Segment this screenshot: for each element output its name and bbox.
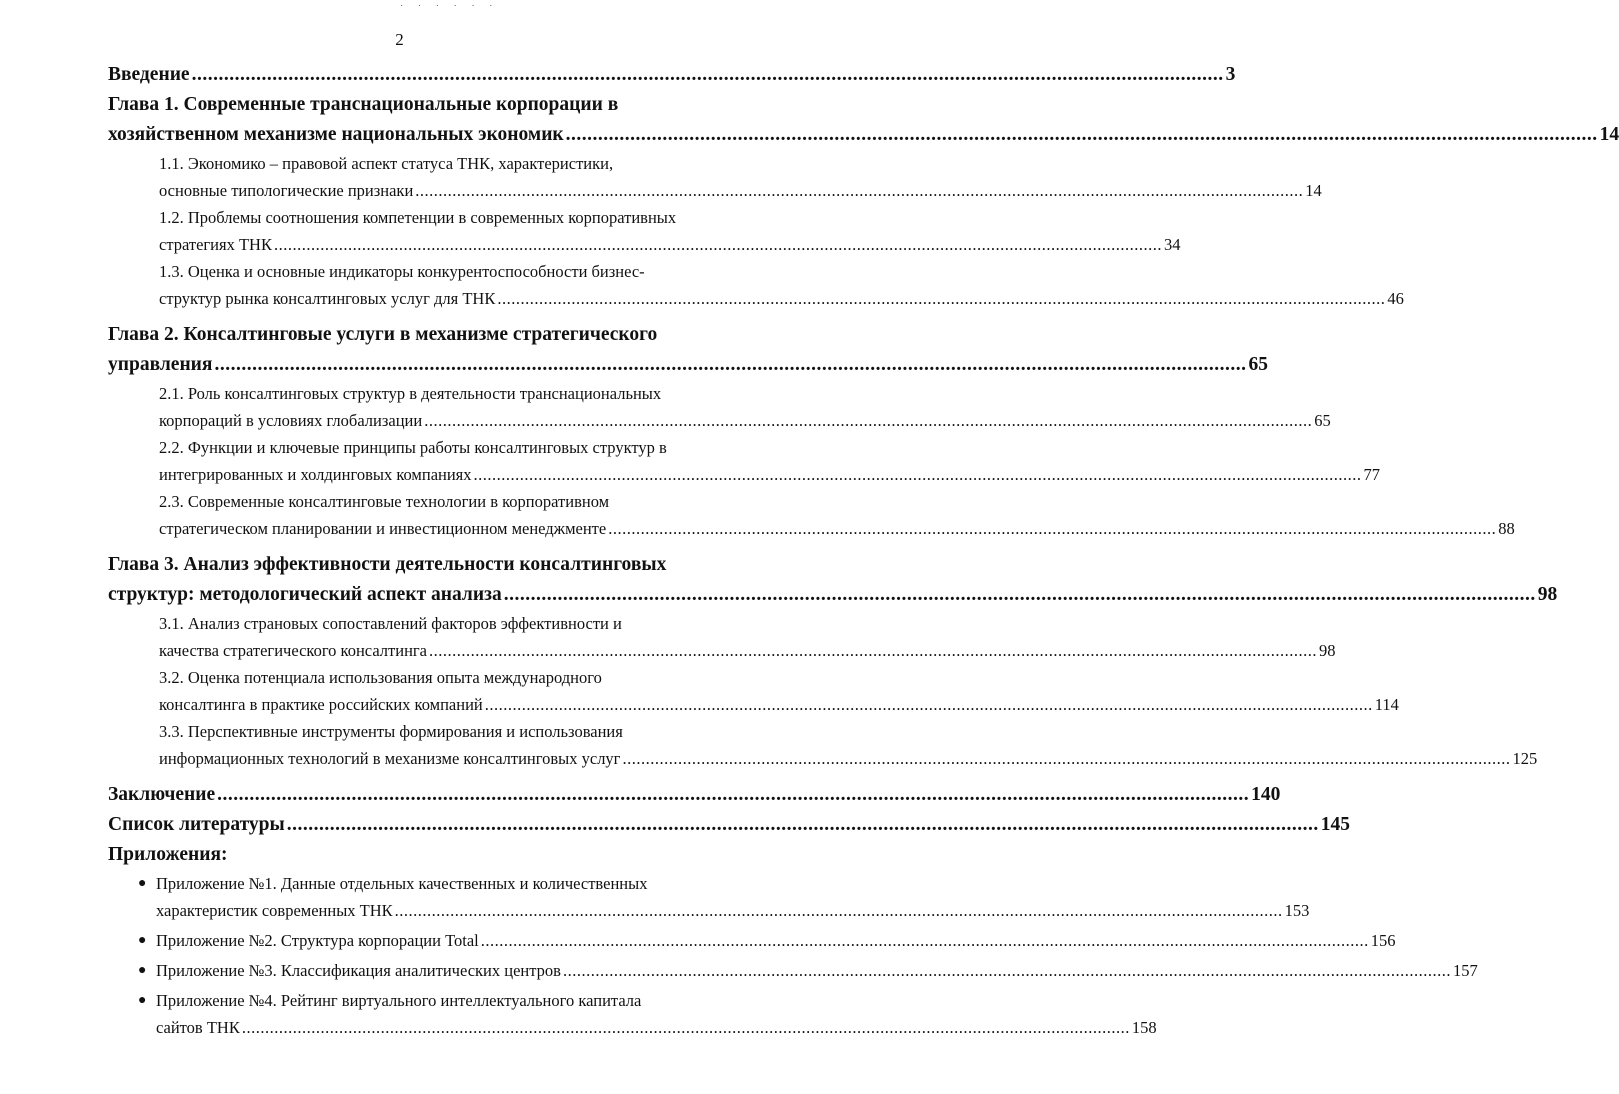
leader-dots: ................................................................................................................................................................................................: [394, 901, 1283, 920]
section-title-line2: стратегиях ТНК: [159, 235, 272, 254]
section-title-line1: 1.2. Проблемы соотношения компетенции в современных корпоративных: [159, 208, 677, 227]
conclusion-label: Заключение: [108, 784, 216, 805]
section-title-line2: консалтинга в практике российских компаний: [159, 695, 483, 714]
leader-dots: ................................................................................................................................................................................................: [191, 64, 1224, 85]
toc-references: [108, 810, 1350, 840]
toc-intro-page: 3: [1225, 64, 1236, 85]
leader-dots: ................................................................................................................................................................................................: [562, 961, 1451, 980]
section-page: 114: [1374, 695, 1399, 714]
section-title-line1: 3.2. Оценка потенциала использования опыта международного: [159, 668, 602, 687]
toc-section-1-1: [108, 150, 1322, 204]
toc-section-1-2: [108, 204, 1181, 258]
toc-chapter-2: [108, 320, 1268, 380]
leader-dots: ................................................................................................................................................................................................: [480, 931, 1369, 950]
scan-specks: ˙ ˙ ˙ ˙ ˙ ˙: [400, 4, 499, 15]
section-title-line2: корпораций в условиях глобализации: [159, 411, 423, 430]
toc-section-1-3: [108, 258, 1404, 312]
chapter-title-line1: Глава 1. Современные транснациональные корпорации в: [108, 94, 619, 115]
toc-section-3-2: [108, 664, 1399, 718]
bullet-icon: ●: [138, 876, 147, 891]
section-page: 65: [1314, 411, 1331, 430]
chapter-page: 65: [1248, 354, 1268, 375]
references-page: 145: [1320, 814, 1350, 835]
leader-dots: ................................................................................................................................................................................................: [273, 235, 1162, 254]
leader-dots: ................................................................................................................................................................................................: [241, 1018, 1130, 1037]
appendices-title: Приложения:: [108, 844, 228, 865]
chapter-title-line2: структур: методологический аспект анализа: [108, 584, 502, 605]
leader-dots: ................................................................................................................................................................................................: [608, 519, 1497, 538]
leader-dots: ................................................................................................................................................................................................: [214, 354, 1247, 375]
section-title-line1: 3.1. Анализ страновых сопоставлений факторов эффективности и: [159, 614, 622, 633]
section-title-line2: структур рынка консалтинговых услуг для ТНК: [159, 289, 496, 308]
section-title-line2: качества стратегического консалтинга: [159, 641, 427, 660]
section-title-line1: 3.3. Перспективные инструменты формирования и использования: [159, 722, 623, 741]
toc-section-2-1: [108, 380, 1331, 434]
section-title-line2: стратегическом планировании и инвестиционном менеджменте: [159, 519, 607, 538]
table-of-contents: [108, 60, 1619, 1041]
section-title-line1: 1.3. Оценка и основные индикаторы конкурентоспособности бизнес-: [159, 262, 645, 281]
conclusion-page: 140: [1251, 784, 1281, 805]
leader-dots: ................................................................................................................................................................................................: [429, 641, 1317, 660]
section-page: 98: [1319, 641, 1336, 660]
toc-section-3-3: [108, 718, 1538, 772]
appendix-title: Приложение №2. Структура корпорации Total: [156, 931, 479, 950]
toc-chapter-3: [108, 550, 1558, 610]
appendix-title-line2: характеристик современных ТНК: [156, 901, 393, 920]
chapter-page: 98: [1537, 584, 1558, 605]
toc-appendix-3: [108, 957, 1478, 984]
chapter-title-line2: хозяйственном механизме национальных экономик: [108, 124, 564, 145]
appendix-title-line1: Приложение №4. Рейтинг виртуального интеллектуального капитала: [156, 991, 642, 1010]
section-page: 88: [1498, 519, 1515, 538]
chapter-title-line1: Глава 3. Анализ эффективности деятельности консалтинговых: [108, 554, 667, 575]
section-title-line1: 2.1. Роль консалтинговых структур в деятельности транснациональных: [159, 384, 662, 403]
toc-appendix-1: [108, 870, 1310, 924]
leader-dots: ................................................................................................................................................................................................: [484, 695, 1373, 714]
appendix-page: 156: [1370, 931, 1396, 950]
toc-section-2-3: [108, 488, 1515, 542]
leader-dots: ................................................................................................................................................................................................: [473, 465, 1362, 484]
appendix-title: Приложение №3. Классификация аналитических центров: [156, 961, 561, 980]
leader-dots: ................................................................................................................................................................................................: [503, 584, 1536, 605]
leader-dots: ................................................................................................................................................................................................: [565, 124, 1598, 145]
section-title-line2: информационных технологий в механизме консалтинговых услуг: [159, 749, 621, 768]
leader-dots: ................................................................................................................................................................................................: [424, 411, 1313, 430]
toc-intro-label: Введение: [108, 64, 190, 85]
section-page: 34: [1163, 235, 1181, 254]
section-page: 46: [1387, 289, 1404, 308]
toc-appendix-2: [108, 927, 1396, 954]
leader-dots: ................................................................................................................................................................................................: [622, 749, 1511, 768]
toc-section-2-2: [108, 434, 1381, 488]
leader-dots: ................................................................................................................................................................................................: [497, 289, 1386, 308]
chapter-page: 14: [1599, 124, 1619, 145]
toc-section-3-1: [108, 610, 1336, 664]
section-page: 14: [1305, 181, 1322, 200]
references-label: Список литературы: [108, 814, 285, 835]
chapter-title-line1: Глава 2. Консалтинговые услуги в механизме стратегического: [108, 324, 658, 345]
page-number: 2: [395, 30, 404, 49]
section-title-line1: 2.3. Современные консалтинговые технологии в корпоративном: [159, 492, 610, 511]
appendix-page: 153: [1284, 901, 1310, 920]
chapter-title-line2: управления: [108, 354, 213, 375]
leader-dots: ................................................................................................................................................................................................: [286, 814, 1319, 835]
appendix-page: 158: [1131, 1018, 1157, 1037]
section-page: 125: [1512, 749, 1538, 768]
leader-dots: ................................................................................................................................................................................................: [217, 784, 1250, 805]
section-title-line2: основные типологические признаки: [159, 181, 414, 200]
toc-conclusion: [108, 780, 1281, 810]
appendix-title-line1: Приложение №1. Данные отдельных качественных и количественных: [156, 874, 648, 893]
section-title-line1: 1.1. Экономико – правовой аспект статуса ТНК, характеристики,: [159, 154, 614, 173]
toc-intro: [108, 60, 1236, 90]
toc-chapter-1: [108, 90, 1619, 150]
appendix-title-line2: сайтов ТНК: [156, 1018, 240, 1037]
leader-dots: ................................................................................................................................................................................................: [415, 181, 1304, 200]
bullet-icon: ●: [138, 933, 147, 948]
section-title-line2: интегрированных и холдинговых компаниях: [159, 465, 472, 484]
bullet-icon: ●: [138, 993, 147, 1008]
toc-appendix-4: [108, 987, 1157, 1041]
appendix-page: 157: [1452, 961, 1478, 980]
bullet-icon: ●: [138, 963, 147, 978]
section-page: 77: [1363, 465, 1381, 484]
section-title-line1: 2.2. Функции и ключевые принципы работы консалтинговых структур в: [159, 438, 667, 457]
